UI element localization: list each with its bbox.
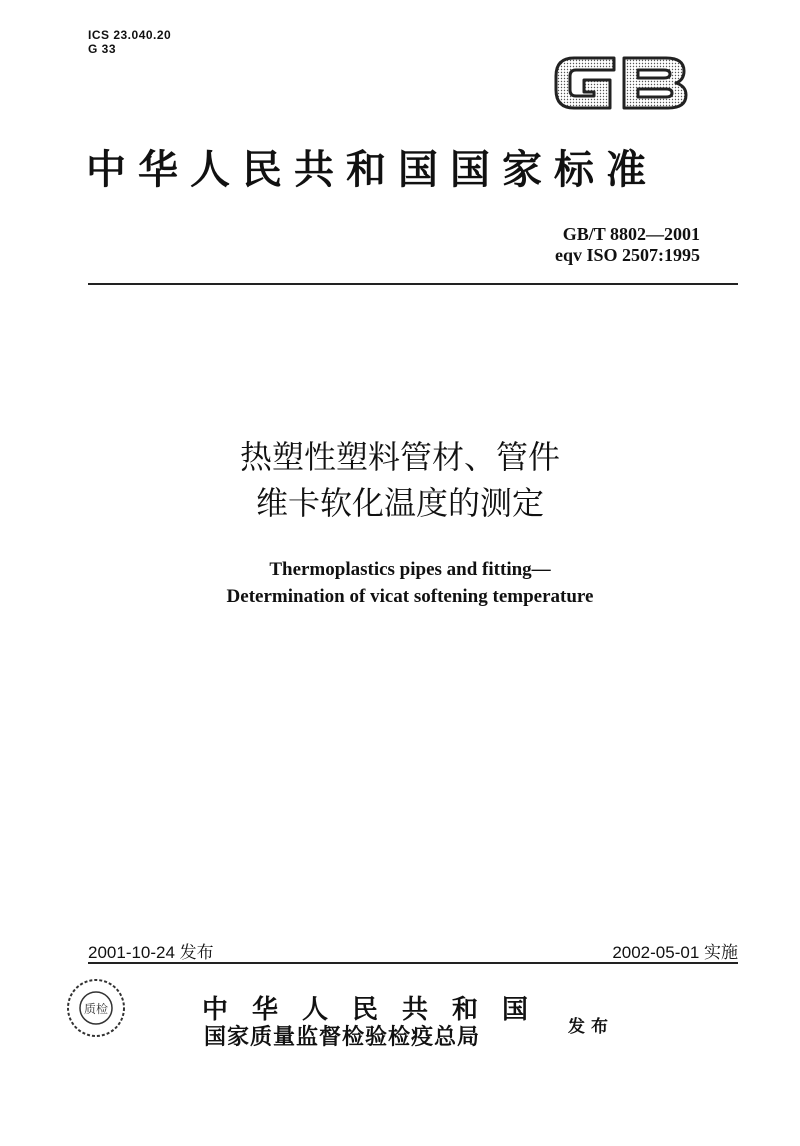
document-title-cn-line1: 热塑性塑料管材、管件 [239,438,560,476]
implementation-date: 2002-05-01 实施 [612,943,738,962]
national-standard-title: 中华人民共和国国家标准 [86,147,658,193]
document-title-en-line2: Determination of vicat softening temperature [226,586,594,607]
publish-label: 发布 [568,1017,614,1037]
standard-equivalence: eqv ISO 2507:1995 [554,245,700,265]
document-title-cn-line2: 维卡软化温度的测定 [255,484,544,522]
ics-code: ICS 23.040.20 [88,28,172,42]
standard-number-block [500,224,700,266]
header-divider [88,283,738,285]
publisher-country: 中华人民共和国 [202,995,553,1025]
ccs-code: G 33 [88,42,117,56]
document-title-en-line1: Thermoplastics pipes and fitting— [269,559,551,580]
footer-divider [88,962,738,964]
gb-logo-icon [548,44,694,120]
document-title-en [100,556,720,610]
classification-codes [88,28,171,56]
svg-text:质检: 质检 [83,1002,109,1016]
publisher-agency: 国家质量监督检验检疫总局 [204,1024,481,1050]
standard-number: GB/T 8802—2001 [562,224,700,244]
issue-date: 2001-10-24 发布 [88,943,214,962]
official-seal-icon [64,976,128,1040]
document-title-cn [150,434,650,526]
